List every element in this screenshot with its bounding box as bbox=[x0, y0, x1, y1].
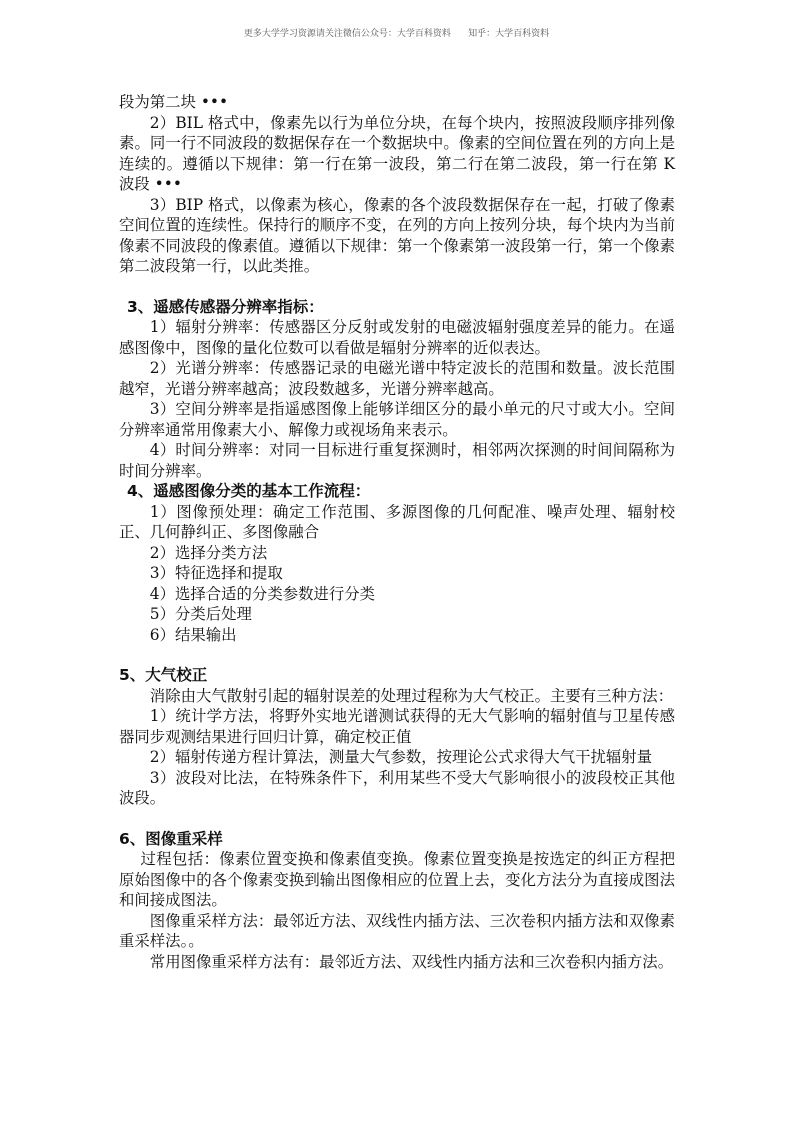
list-item: 1）统计学方法，将野外实地光谱测试获得的无大气影响的辐射值与卫星传感器同步观测结果进行回归计算，确定校正值 bbox=[119, 707, 675, 746]
section-5-title: 5、大气校正 bbox=[119, 666, 208, 684]
list-item: 2）光谱分辨率：传感器记录的电磁光谱中特定波长的范围和数量。波长范围越窄，光谱分辨率越高；波段数越多，光谱分辨率越高。 bbox=[119, 359, 675, 398]
intro-paragraph: 段为第二块 ••• bbox=[119, 93, 229, 111]
section-5-intro: 消除由大气散射引起的辐射误差的处理过程称为大气校正。主要有三种方法： bbox=[149, 686, 674, 705]
list-item: 1）图像预处理：确定工作范围、多源图像的几何配准、噪声处理、辐射校正、几何静纠正、多图像融合 bbox=[119, 502, 675, 541]
section-6-paragraph: 图像重采样方法：最邻近方法、双线性内插方法、三次卷积内插方法和双像素重采样法。。 bbox=[119, 911, 675, 950]
list-item: 2）选择分类方法 bbox=[149, 543, 268, 562]
section-3-title: 3、遥感传感器分辨率指标： bbox=[127, 297, 324, 316]
intro-paragraph: 2）BIL 格式中，像素先以行为单位分块，在每个块内，按照波段顺序排列像素。同一行不同波段的数据保存在一个数据块中。像素的空间位置在列的方向上是连续的。遵循以下规律：第一行在第一波段，第二行在第二波段，第一行在第 K 波段 ••• bbox=[119, 113, 675, 193]
list-item: 2）辐射传递方程计算法，测量大气参数，按理论公式求得大气干扰辐射量 bbox=[149, 748, 653, 766]
list-item: 3）空间分辨率是指遥感图像上能够详细区分的最小单元的尺寸或大小。空间分辨率通常用像素大小、解像力或视场角来表示。 bbox=[119, 400, 675, 439]
list-item: 6）结果输出 bbox=[149, 625, 237, 644]
section-6-title: 6、图像重采样 bbox=[119, 829, 223, 848]
list-item: 5）分类后处理 bbox=[149, 605, 252, 623]
section-4-title: 4、遥感图像分类的基本工作流程： bbox=[127, 482, 371, 500]
section-6-paragraph: 常用图像重采样方法有：最邻近方法、双线性内插方法和三次卷积内插方法。 bbox=[149, 952, 674, 971]
intro-paragraph: 3）BIP 格式，以像素为核心，像素的各个波段数据保存在一起，打破了像素空间位置的连续性。保持行的顺序不变，在列的方向上按列分块，每个块内为当前像素不同波段的像素值。遵循以下规律：第一个像素第一波段第一行，第一个像素第二波段第一行，以此类推。 bbox=[119, 195, 675, 275]
list-item: 1）辐射分辨率：传感器区分反射或发射的电磁波辐射强度差异的能力。在遥感图像中，图像的量化位数可以看做是辐射分辨率的近似表达。 bbox=[119, 318, 675, 357]
section-6-paragraph: 过程包括：像素位置变换和像素值变换。像素位置变换是按选定的纠正方程把原始图像中的各个像素变换到输出图像相应的位置上去，变化方法分为直接成图法和间接成图法。 bbox=[119, 850, 675, 909]
page-content bbox=[119, 92, 675, 972]
list-item: 3）波段对比法，在特殊条件下，利用某些不受大气影响很小的波段校正其他波段。 bbox=[119, 768, 675, 807]
list-item: 3）特征选择和提取 bbox=[149, 564, 283, 582]
list-item: 4）选择合适的分类参数进行分类 bbox=[149, 584, 376, 603]
page-header: 更多大学学习资源请关注微信公众号：大学百科资料 知乎：大学百科资料 bbox=[243, 29, 550, 39]
list-item: 4）时间分辨率：对同一目标进行重复探测时，相邻两次探测的时间间隔称为时间分辨率。 bbox=[119, 441, 675, 480]
